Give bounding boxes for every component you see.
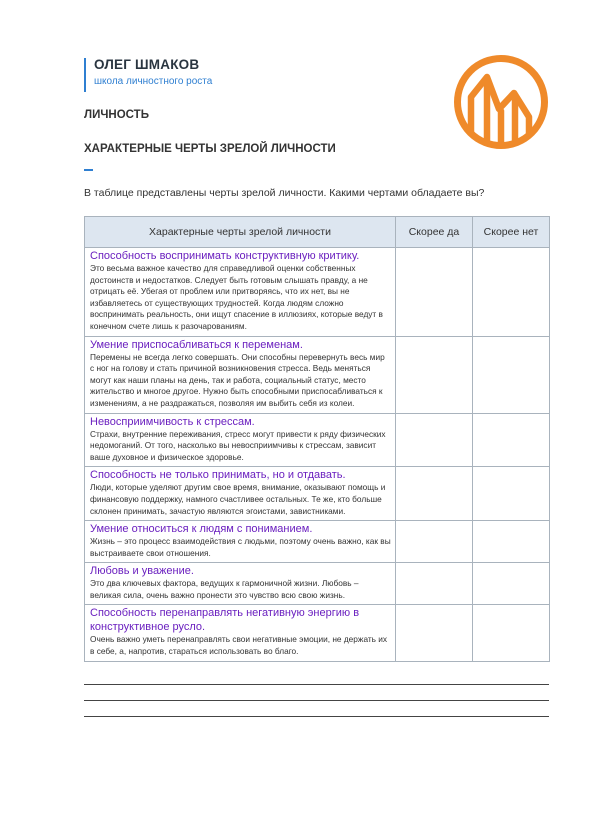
table-row <box>85 467 550 521</box>
answer-no-cell[interactable] <box>473 336 550 413</box>
trait-title: Умение приспосабливаться к переменам. <box>90 338 303 351</box>
table-row <box>85 563 550 605</box>
mountain-logo-icon <box>454 55 548 149</box>
trait-description: Жизнь – это процесс взаимодействия с людьми, поэтому очень важно, как вы выстраиваете свои отношения. <box>90 536 391 558</box>
note-line[interactable] <box>84 700 549 701</box>
answer-yes-cell[interactable] <box>396 336 473 413</box>
school-name: школа личностного роста <box>94 76 213 87</box>
trait-description: Люди, которые уделяют другим свое время, внимание, оказывают помощь и финансовую поддержку, намного счастливее остальных. Те же, кто больше склонен принимать, зачастую являются эгоистами, завистниками. <box>90 482 386 516</box>
trait-cell <box>85 413 396 467</box>
trait-cell <box>85 521 396 563</box>
note-line[interactable] <box>84 684 549 685</box>
traits-table <box>84 216 550 662</box>
trait-description: Страхи, внутренние переживания, стресс могут привести к ряду физических недомоганий. От того, насколько вы невосприимчивы к стрессам, зависит ваше духовное и физическое здоровье. <box>90 428 386 462</box>
column-header-no: Скорее нет <box>473 217 550 248</box>
intro-text: В таблице представлены черты зрелой личности. Какими чертами обладаете вы? <box>84 187 485 199</box>
table-row <box>85 521 550 563</box>
answer-yes-cell[interactable] <box>396 413 473 467</box>
trait-cell <box>85 563 396 605</box>
answer-yes-cell[interactable] <box>396 605 473 661</box>
trait-cell <box>85 248 396 337</box>
table-row <box>85 605 550 661</box>
section-title: ЛИЧНОСТЬ <box>84 109 149 121</box>
answer-no-cell[interactable] <box>473 467 550 521</box>
page-heading: ХАРАКТЕРНЫЕ ЧЕРТЫ ЗРЕЛОЙ ЛИЧНОСТИ <box>84 143 336 155</box>
header-block <box>84 58 212 92</box>
trait-description: Это два ключевых фактора, ведущих к гармоничной жизни. Любовь – великая сила, очень важно пронести это чувство всю свою жизнь. <box>90 578 359 600</box>
answer-yes-cell[interactable] <box>396 467 473 521</box>
trait-cell <box>85 605 396 661</box>
answer-no-cell[interactable] <box>473 413 550 467</box>
trait-cell <box>85 336 396 413</box>
column-header-yes: Скорее да <box>396 217 473 248</box>
trait-title: Способность воспринимать конструктивную критику. <box>90 250 360 262</box>
trait-title: Любовь и уважение. <box>90 565 194 578</box>
column-header-traits: Характерные черты зрелой личности <box>85 217 396 248</box>
trait-title: Способность перенаправлять негативную энергию в конструктивное русло. <box>90 607 360 634</box>
answer-yes-cell[interactable] <box>396 521 473 563</box>
table-row <box>85 248 550 337</box>
answer-no-cell[interactable] <box>473 521 550 563</box>
answer-yes-cell[interactable] <box>396 563 473 605</box>
answer-no-cell[interactable] <box>473 605 550 661</box>
trait-title: Умение относиться к людям с пониманием. <box>90 523 313 536</box>
trait-description: Очень важно уметь перенаправлять свои негативные эмоции, не держать их в себе, а, напротив, стараться использовать во благо. <box>90 634 388 657</box>
answer-no-cell[interactable] <box>473 248 550 337</box>
trait-description: Это весьма важное качество для справедливой оценки собственных достоинств и недостатков. Следует быть готовым слышать правду, а не отрицать её. Убегая от проблем или притворяясь, что их нет, вы не избавляетесь от существующих трудностей. Когда людям сложно воспринимать реальность, они ищут спасение в иллюзиях, которые ведут в конечном счете лишь к разочарованиям. <box>90 263 383 331</box>
answer-yes-cell[interactable] <box>396 248 473 337</box>
accent-divider <box>84 169 93 171</box>
trait-description: Перемены не всегда легко совершать. Они способны перевернуть весь мир с ног на голову и стать причиной возникновения стресса. Ведь меняться могут как наши планы на день, так и работа, социальный статус, место жительство и многое другое. Нужно быть способными приспосабливаться к изменениям, а не раздражаться, позволяя им выбить себя из колеи. <box>90 351 385 408</box>
trait-title: Способность не только принимать, но и отдавать. <box>90 469 346 482</box>
trait-title: Невосприимчивость к стрессам. <box>90 415 255 428</box>
table-row <box>85 336 550 413</box>
trait-cell <box>85 467 396 521</box>
note-line[interactable] <box>84 716 549 717</box>
table-header-row <box>85 217 550 248</box>
author-name: ОЛЕГ ШМАКОВ <box>94 57 200 72</box>
table-row <box>85 413 550 467</box>
answer-no-cell[interactable] <box>473 563 550 605</box>
